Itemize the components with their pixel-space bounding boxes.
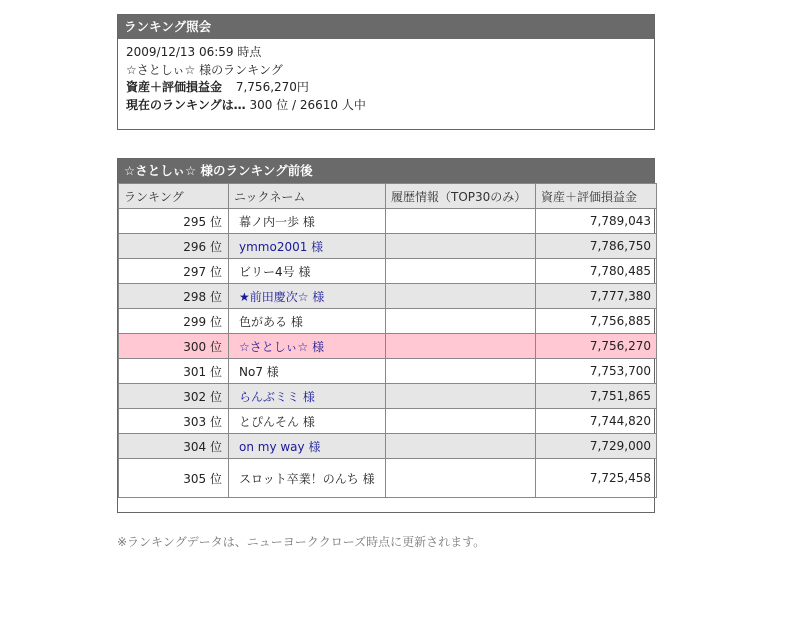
rank-cell: 299 位 xyxy=(119,309,229,334)
rank-cell: 305 位 xyxy=(119,459,229,498)
nickname-cell xyxy=(229,209,386,234)
rank-cell: 303 位 xyxy=(119,409,229,434)
asset-value-cell: 7,753,700 xyxy=(536,359,657,384)
table-row xyxy=(119,459,657,498)
nickname-text: 色がある 様 xyxy=(239,314,303,329)
nickname-cell[interactable] xyxy=(229,234,386,259)
table-row xyxy=(119,234,657,259)
nickname-text: 幕ノ内一歩 様 xyxy=(239,214,315,229)
ranking-inquiry-body xyxy=(118,39,654,119)
nickname-text: スロット卒業！のんち 様 xyxy=(239,471,375,486)
history-cell xyxy=(386,334,536,359)
table-row xyxy=(119,359,657,384)
asset-value-cell: 7,756,885 xyxy=(536,309,657,334)
current-rank-row xyxy=(126,97,646,115)
asset-value-cell: 7,789,043 xyxy=(536,209,657,234)
timestamp: 2009/12/13 06:59 時点 xyxy=(126,45,262,59)
header-nickname: ニックネーム xyxy=(229,184,386,209)
nickname-link[interactable]: ☆さとしぃ☆ 様 xyxy=(239,339,325,354)
nickname-cell[interactable] xyxy=(229,334,386,359)
header-asset: 資産＋評価損益金 xyxy=(536,184,657,209)
nickname-cell xyxy=(229,259,386,284)
asset-value-cell: 7,744,820 xyxy=(536,409,657,434)
history-cell xyxy=(386,234,536,259)
asset-value-cell: 7,786,750 xyxy=(536,234,657,259)
nickname-link[interactable]: らんぶミミ 様 xyxy=(239,389,315,404)
nickname-text: No7 様 xyxy=(239,364,279,379)
table-header-row xyxy=(119,184,657,209)
nickname-cell xyxy=(229,359,386,384)
rank-cell: 296 位 xyxy=(119,234,229,259)
asset-label: 資産＋評価損益金 xyxy=(126,80,223,94)
history-cell xyxy=(386,284,536,309)
table-row xyxy=(119,384,657,409)
history-cell xyxy=(386,359,536,384)
nickname-cell[interactable] xyxy=(229,384,386,409)
nickname-cell xyxy=(229,459,386,498)
table-row xyxy=(119,334,657,359)
table-row xyxy=(119,409,657,434)
current-rank-label: 現在のランキングは… xyxy=(126,97,246,112)
history-cell xyxy=(386,384,536,409)
nickname-link[interactable]: ★前田慶次☆ 様 xyxy=(239,289,325,304)
header-rank: ランキング xyxy=(119,184,229,209)
ranking-neighbors-panel xyxy=(117,158,655,513)
history-cell xyxy=(386,409,536,434)
nickname-cell xyxy=(229,409,386,434)
current-rank-value: 300 位 / 26610 人中 xyxy=(249,97,366,112)
nickname-link[interactable]: ymmo2001 様 xyxy=(239,239,324,254)
table-row xyxy=(119,209,657,234)
ranking-table xyxy=(118,183,657,498)
rank-cell: 300 位 xyxy=(119,334,229,359)
table-row xyxy=(119,284,657,309)
nickname-cell xyxy=(229,309,386,334)
asset-value-cell: 7,777,380 xyxy=(536,284,657,309)
rank-cell: 302 位 xyxy=(119,384,229,409)
asset-value-cell: 7,756,270 xyxy=(536,334,657,359)
rank-cell: 295 位 xyxy=(119,209,229,234)
ranking-inquiry-title: ランキング照会 xyxy=(118,15,654,39)
asset-value-cell: 7,780,485 xyxy=(536,259,657,284)
rank-cell: 297 位 xyxy=(119,259,229,284)
table-row xyxy=(119,309,657,334)
nickname-link[interactable]: on my way 様 xyxy=(239,439,321,454)
history-cell xyxy=(386,209,536,234)
ranking-inquiry-panel xyxy=(117,14,655,130)
history-cell xyxy=(386,259,536,284)
nickname-text: とぴんそん 様 xyxy=(239,414,315,429)
asset-value-cell: 7,751,865 xyxy=(536,384,657,409)
history-cell xyxy=(386,309,536,334)
header-history: 履歴情報（TOP30のみ） xyxy=(386,184,536,209)
user-ranking-line: ☆さとしぃ☆ 様のランキング xyxy=(126,62,283,77)
history-cell xyxy=(386,434,536,459)
rank-cell: 301 位 xyxy=(119,359,229,384)
asset-row xyxy=(126,79,646,97)
nickname-cell[interactable] xyxy=(229,434,386,459)
asset-value: 7,756,270円 xyxy=(235,80,309,94)
asset-value-cell: 7,729,000 xyxy=(536,434,657,459)
asset-value-cell: 7,725,458 xyxy=(536,459,657,498)
table-row xyxy=(119,259,657,284)
history-cell xyxy=(386,459,536,498)
nickname-cell[interactable] xyxy=(229,284,386,309)
rank-cell: 304 位 xyxy=(119,434,229,459)
footnote: ※ランキングデータは、ニューヨーククローズ時点に更新されます。 xyxy=(117,535,486,549)
ranking-table-body xyxy=(119,209,657,498)
nickname-text: ビリー4号 様 xyxy=(239,264,311,279)
table-row xyxy=(119,434,657,459)
ranking-neighbors-title: ☆さとしぃ☆ 様のランキング前後 xyxy=(118,159,654,183)
rank-cell: 298 位 xyxy=(119,284,229,309)
